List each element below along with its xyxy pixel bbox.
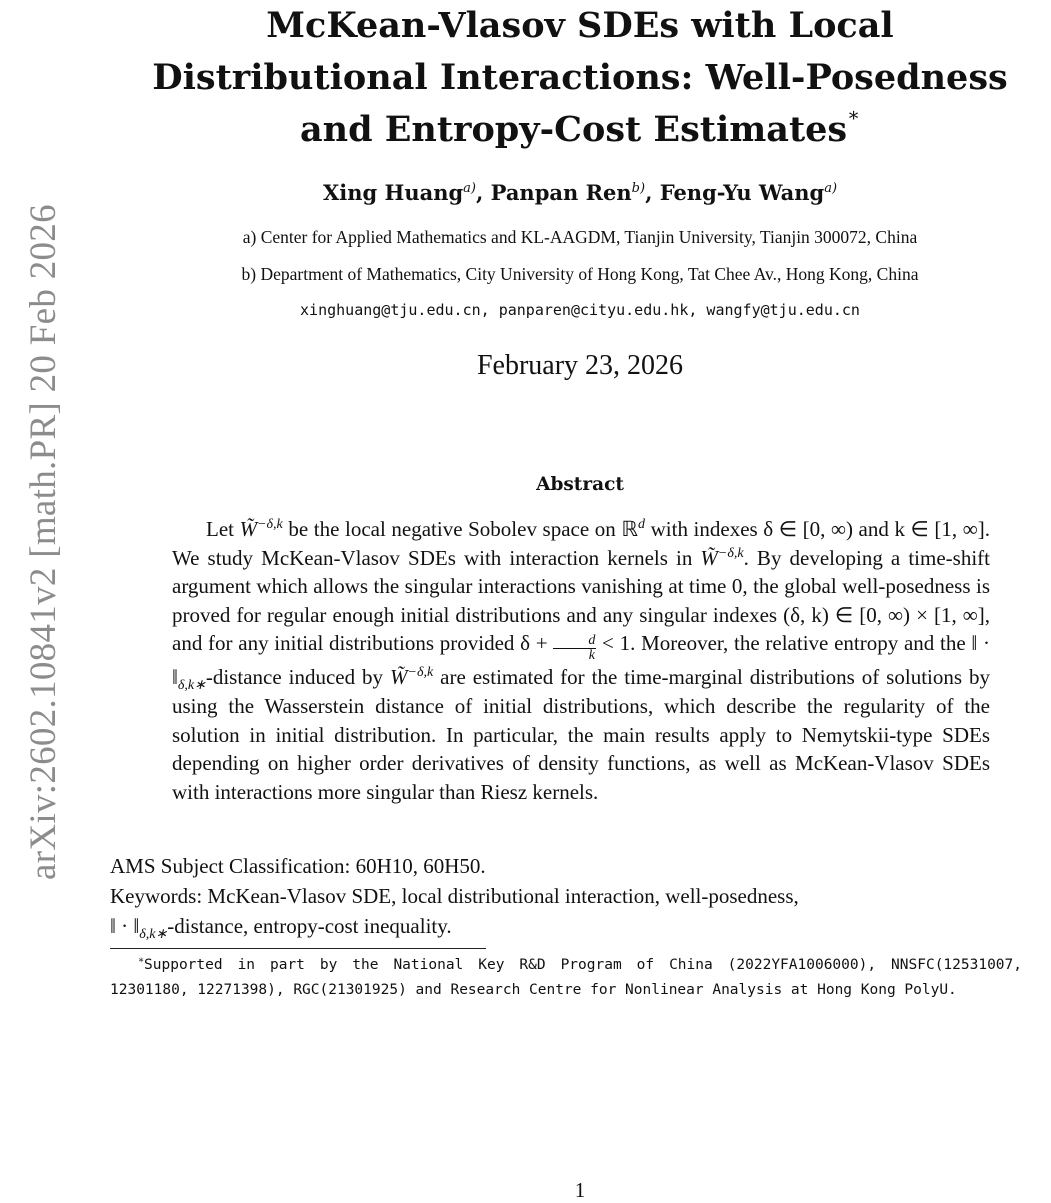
sobolev-symbol: W̃ xyxy=(700,545,718,570)
paper-title xyxy=(110,0,1050,156)
abstract-heading: Abstract xyxy=(536,474,624,495)
abstract-text: with indexes δ ∈ [0, ∞) and k ∈ [1, ∞]. We study McKean-Vlasov SDEs with interaction kernels in xyxy=(172,517,990,570)
title-line-3 xyxy=(110,104,1050,156)
arxiv-identifier: arXiv:2602.10841v2 [math.PR] 20 Feb 2026 xyxy=(23,204,64,880)
ams-classification: AMS Subject Classification: 60H10, 60H50. xyxy=(110,854,486,878)
affiliation-b: b) Department of Mathematics, City University of Hong Kong, Tat Chee Av., Hong Kong, China xyxy=(241,264,919,284)
fraction-numerator: d xyxy=(588,633,596,649)
paper-date: February 23, 2026 xyxy=(476,350,684,381)
dimension-exponent: d xyxy=(638,517,646,532)
sobolev-symbol: W̃ xyxy=(239,517,258,541)
fraction-denominator: k xyxy=(588,648,595,664)
abstract-text: are estimated for the time-marginal distributions of solutions by using the Wasserstein distance of initial distributions, which describe the regularity of the solution in initial distribution. In particular, the main results apply to Nemytskii-type SDEs depending on higher order derivatives of density functions, as well as McKean-Vlasov SDEs with interactions more singular than Riesz kernels. xyxy=(172,665,990,804)
abstract-text: . By developing a time-shift argument which allows the singular interactions vanishing at time 0, the global well-posedness is proved for regular enough initial distributions and any singular indexes (δ, k) ∈ [0, ∞) × [1, ∞], and for any initial distributions provided δ + xyxy=(172,545,990,656)
keywords-text: Keywords: McKean-Vlasov SDE, local distributional interaction, well-posedness, xyxy=(110,884,799,908)
keywords-text-2: -distance, entropy-cost inequality. xyxy=(167,914,452,938)
norm-subscript: δ,k∗ xyxy=(177,678,206,694)
title-line-2: Distributional Interactions: Well-Posedness xyxy=(152,57,1008,98)
abstract-text: be the local negative Sobolev space on ℝ xyxy=(282,517,639,541)
abstract-text: -distance induced by xyxy=(205,665,391,690)
title-line-1: McKean-Vlasov SDEs with Local xyxy=(266,5,894,46)
arxiv-sidebar-stamp xyxy=(0,0,64,1200)
keywords xyxy=(110,881,990,941)
author-list: Xing Huang$^{a)}$, Panpan Ren$^{b)}$, Feng-Yu Wang$^{a)}$ xyxy=(322,180,838,205)
sobolev-exponent: −δ,k xyxy=(407,665,434,681)
page-number: 1 xyxy=(574,1178,586,1202)
sobolev-exponent: −δ,k xyxy=(257,517,283,532)
author-name: Panpan Ren xyxy=(490,180,632,205)
funding-footnote xyxy=(110,953,1022,1003)
author-affil-mark: a) xyxy=(463,181,476,196)
keywords-norm-subscript: δ,k∗ xyxy=(139,927,168,943)
author-name: Feng-Yu Wang xyxy=(659,180,825,205)
title-footnote-mark: ∗ xyxy=(847,104,861,126)
sobolev-exponent: −δ,k xyxy=(717,545,744,561)
author-name: Xing Huang xyxy=(322,180,464,205)
footnote-rule xyxy=(110,948,486,949)
abstract-text: Let xyxy=(206,517,240,541)
author-affil-mark: b) xyxy=(631,181,646,196)
fraction-d-over-k xyxy=(553,634,596,663)
title-line-3-text: and Entropy-Cost Estimates xyxy=(299,109,848,150)
abstract-body xyxy=(172,515,990,806)
keywords-norm: ‖ · ‖ xyxy=(110,914,140,938)
author-emails: xinghuang@tju.edu.cn, panparen@cityu.edu.hk, wangfy@tju.edu.cn xyxy=(300,301,860,319)
author-affil-mark: a) xyxy=(824,181,838,196)
sobolev-symbol: W̃ xyxy=(390,665,408,690)
footnote-mark: ∗ xyxy=(138,955,145,967)
affiliation-a: a) Center for Applied Mathematics and KL-AAGDM, Tianjin University, Tianjin 300072, China xyxy=(242,227,918,247)
abstract-text: < 1. Moreover, the relative entropy and the ‖ · ‖ xyxy=(172,631,990,690)
footnote-text: Supported in part by the National Key R&D Program of China (2022YFA1006000), NNSFC(12531007, 12301180, 12271398), RGC(21301925) and Research Centre for Nonlinear Analysis at Hong Kong PolyU. xyxy=(110,957,1022,998)
